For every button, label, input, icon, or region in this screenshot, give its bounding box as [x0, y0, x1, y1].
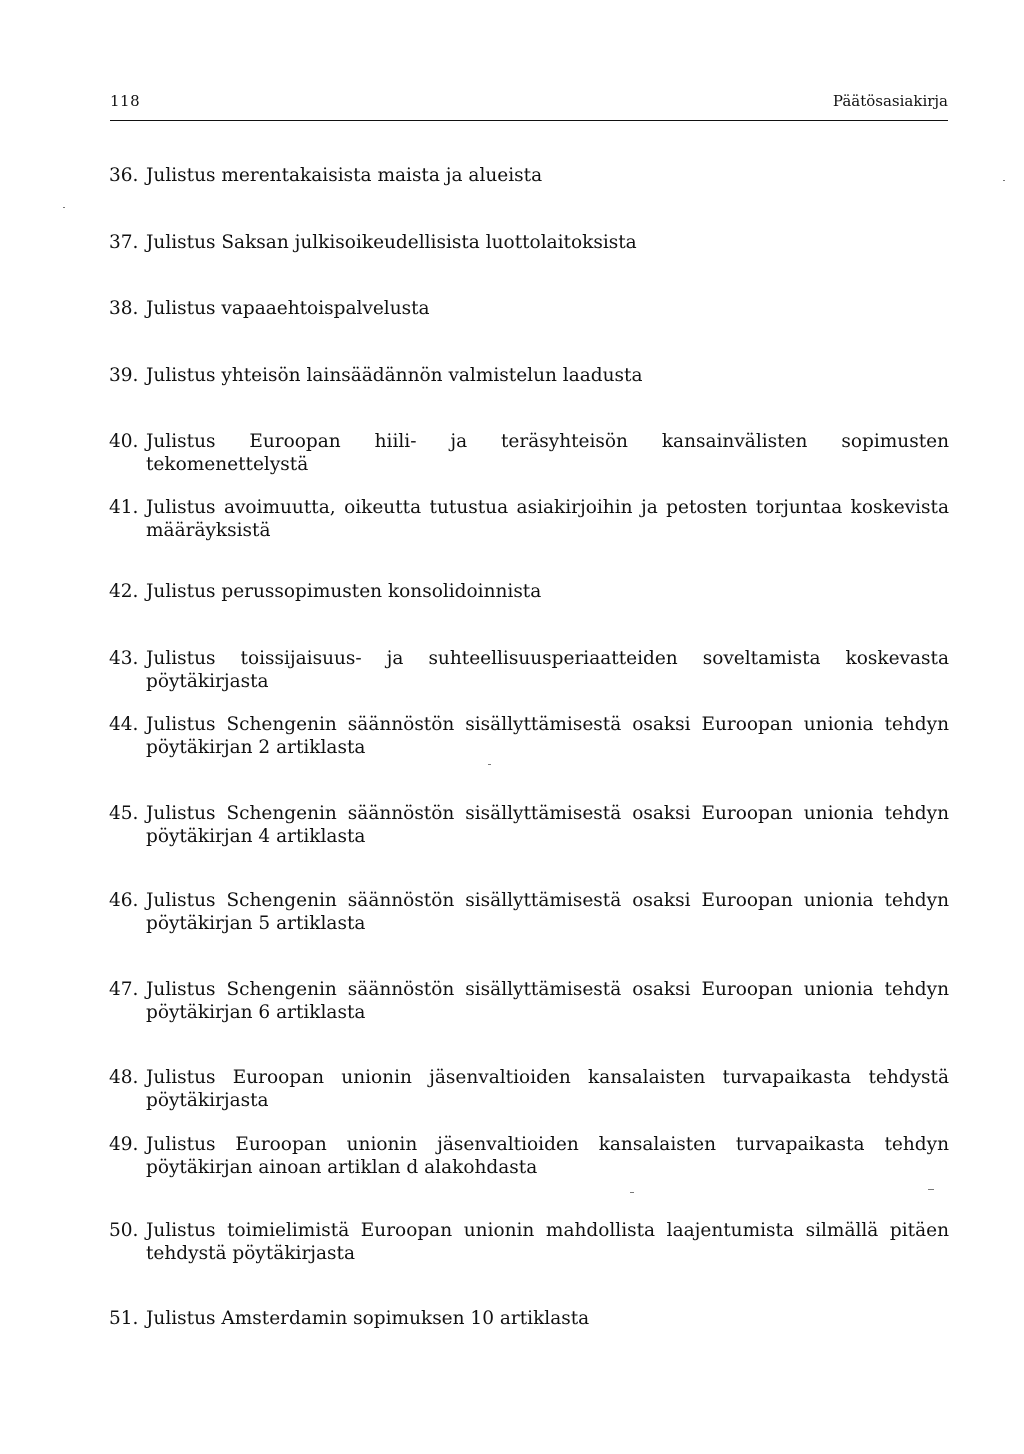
entry-text: Julistus merentakaisista maista ja alueista: [146, 165, 543, 186]
scan-speck: [630, 1192, 634, 1193]
entry-number: 37.: [109, 232, 139, 253]
entry-text: Julistus Amsterdamin sopimuksen 10 artiklasta: [146, 1308, 590, 1329]
entry-text: Julistus Schengenin säännöstön sisällyttämisestä osaksi Euroopan unionia tehdyn pöytäkirjan 4 artiklasta: [146, 803, 949, 847]
declaration-38: [109, 297, 949, 320]
declaration-41: [109, 496, 949, 542]
entry-text: Julistus yhteisön lainsäädännön valmistelun laadusta: [146, 365, 643, 386]
declaration-40: [109, 430, 949, 476]
entry-text: Julistus vapaaehtoispalvelusta: [146, 298, 430, 319]
entry-number: 40.: [109, 431, 139, 452]
declaration-43: [109, 647, 949, 693]
declaration-42: [109, 580, 949, 603]
entry-text: Julistus Schengenin säännöstön sisällyttämisestä osaksi Euroopan unionia tehdyn pöytäkirjan 2 artiklasta: [146, 714, 949, 758]
declaration-48: [109, 1066, 949, 1112]
scan-speck: [488, 764, 491, 765]
entry-number: 51.: [109, 1308, 139, 1329]
entry-number: 39.: [109, 365, 139, 386]
entry-number: 36.: [109, 165, 139, 186]
entry-number: 45.: [109, 803, 139, 824]
entry-text: Julistus Euroopan hiili- ja teräsyhteisön kansainvälisten sopimusten tekomenettelystä: [146, 431, 949, 475]
scan-speck: [1003, 180, 1005, 181]
declaration-47: [109, 978, 949, 1024]
declaration-36: [109, 164, 949, 187]
declaration-49: [109, 1133, 949, 1179]
entry-number: 44.: [109, 714, 139, 735]
scan-speck: [928, 1189, 934, 1190]
running-title: Päätösasiakirja: [832, 92, 948, 110]
declaration-44: [109, 713, 949, 759]
entry-text: Julistus toimielimistä Euroopan unionin mahdollista laajentumista silmällä pitäen tehdystä pöytäkirjasta: [146, 1220, 949, 1264]
entry-text: Julistus toissijaisuus- ja suhteellisuusperiaatteiden soveltamista koskevasta pöytäkirjasta: [146, 648, 949, 692]
entry-number: 38.: [109, 298, 139, 319]
entry-text: Julistus avoimuutta, oikeutta tutustua asiakirjoihin ja petosten torjuntaa koskevista määräyksistä: [146, 497, 949, 541]
entry-number: 49.: [109, 1134, 139, 1155]
entry-number: 42.: [109, 581, 139, 602]
declaration-46: [109, 889, 949, 935]
scan-speck: [63, 207, 65, 208]
declaration-51: [109, 1307, 949, 1330]
declaration-39: [109, 364, 949, 387]
entry-text: Julistus perussopimusten konsolidoinnista: [146, 581, 542, 602]
page-header: [110, 92, 948, 121]
entry-number: 46.: [109, 890, 139, 911]
entry-number: 41.: [109, 497, 139, 518]
entry-text: Julistus Euroopan unionin jäsenvaltioiden kansalaisten turvapaikasta tehdyn pöytäkirjan ainoan artiklan d alakohdasta: [146, 1134, 949, 1178]
entry-number: 50.: [109, 1220, 139, 1241]
entry-text: Julistus Schengenin säännöstön sisällyttämisestä osaksi Euroopan unionia tehdyn pöytäkirjan 6 artiklasta: [146, 979, 949, 1023]
entry-text: Julistus Euroopan unionin jäsenvaltioiden kansalaisten turvapaikasta tehdystä pöytäkirjasta: [146, 1067, 949, 1111]
entry-number: 47.: [109, 979, 139, 1000]
entry-number: 43.: [109, 648, 139, 669]
declaration-45: [109, 802, 949, 848]
entry-text: Julistus Schengenin säännöstön sisällyttämisestä osaksi Euroopan unionia tehdyn pöytäkirjan 5 artiklasta: [146, 890, 949, 934]
declaration-37: [109, 231, 949, 254]
entry-number: 48.: [109, 1067, 139, 1088]
page-number: 118: [110, 92, 141, 110]
declaration-50: [109, 1219, 949, 1265]
entry-text: Julistus Saksan julkisoikeudellisista luottolaitoksista: [146, 232, 637, 253]
